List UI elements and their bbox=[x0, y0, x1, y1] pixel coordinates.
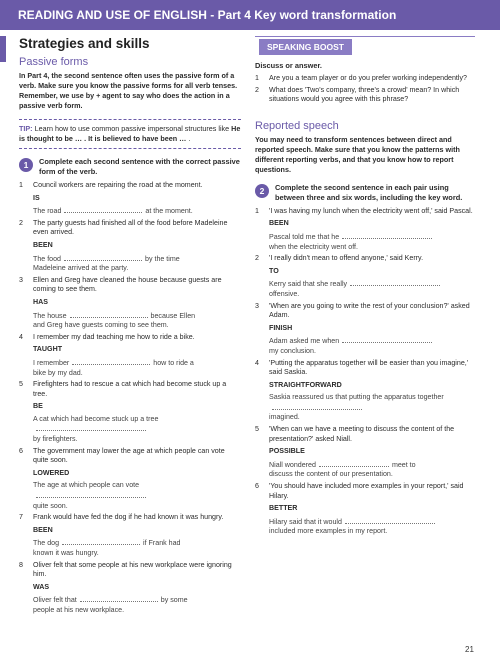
key-word: BETTER bbox=[269, 504, 298, 513]
answer-text-end: people at his new workplace. bbox=[33, 605, 125, 614]
left-column bbox=[19, 36, 241, 618]
key-word: HAS bbox=[33, 297, 48, 306]
passive-forms-lead: In Part 4, the second sentence often uses the passive form of a verb. Make sure you know the passive forms for all verb tenses. Remember, we use by + agent to say who does the action in a passive verb form. bbox=[19, 71, 238, 110]
item-number: 5 bbox=[255, 425, 259, 434]
answer-line bbox=[269, 279, 475, 299]
answer-gap[interactable] bbox=[72, 358, 150, 365]
answer-text-end: offensive. bbox=[269, 289, 300, 298]
answer-text-end: imagined. bbox=[269, 413, 300, 422]
answer-text-middle: at the moment. bbox=[145, 207, 193, 216]
exercise-item bbox=[19, 333, 241, 378]
side-tab bbox=[0, 36, 6, 62]
tip-text-1: Learn how to use common passive impersonal structures like bbox=[34, 124, 232, 133]
answer-line bbox=[33, 595, 241, 615]
item-body bbox=[269, 425, 475, 480]
item-body bbox=[33, 513, 241, 558]
header-title: READING AND USE OF ENGLISH - Part 4 Key word transformation bbox=[18, 8, 397, 22]
answer-text-end: my conclusion. bbox=[269, 346, 316, 355]
exercise-item bbox=[255, 207, 475, 252]
item-body bbox=[269, 254, 475, 299]
item-body bbox=[33, 380, 241, 445]
speaking-item bbox=[255, 86, 475, 105]
answer-text-end: included more examples in my report. bbox=[269, 527, 388, 536]
exercise-item bbox=[19, 181, 241, 217]
item-body bbox=[33, 447, 241, 512]
task-2-instruction: Complete the second sentence in each pair using between three and six words, including the key word. bbox=[275, 182, 463, 202]
tip-box bbox=[19, 119, 241, 149]
passive-forms-heading: Passive forms bbox=[19, 56, 89, 68]
item-number: 3 bbox=[255, 301, 259, 310]
exercise-item bbox=[19, 513, 241, 558]
answer-text-start: Saskia reassured us that putting the apparatus together bbox=[269, 393, 444, 402]
answer-text-start: The age at which people can vote bbox=[33, 481, 140, 490]
answer-text-end: by firefighters. bbox=[33, 435, 78, 444]
answer-text-start: Niall wondered bbox=[269, 460, 316, 469]
answer-gap[interactable] bbox=[36, 424, 146, 431]
answer-line bbox=[33, 358, 241, 378]
item-number: 1 bbox=[255, 206, 259, 215]
exercise-item bbox=[19, 561, 241, 616]
item-number: 3 bbox=[19, 275, 23, 284]
answer-text-middle: because Ellen bbox=[150, 311, 196, 320]
item-body bbox=[33, 219, 241, 274]
answer-text-start: The dog bbox=[33, 539, 60, 548]
exercise-item bbox=[19, 380, 241, 445]
answer-text-start: A cat which had become stuck up a tree bbox=[33, 414, 159, 423]
item-number: 2 bbox=[255, 85, 259, 94]
exercise-item bbox=[255, 254, 475, 299]
item-sentence: 'When are you going to write the rest of your conclusion?' asked Adam. bbox=[269, 301, 470, 320]
key-word: BEEN bbox=[33, 525, 53, 534]
key-word: STRAIGHTFORWARD bbox=[269, 380, 342, 389]
item-body bbox=[269, 302, 475, 357]
key-word: WAS bbox=[33, 582, 50, 591]
item-number: 1 bbox=[255, 74, 259, 82]
item-body bbox=[33, 181, 241, 217]
answer-gap[interactable] bbox=[62, 538, 140, 545]
answer-gap[interactable] bbox=[64, 254, 142, 261]
speaking-question: Are you a team player or do you prefer working independently? bbox=[269, 74, 467, 82]
item-number: 6 bbox=[255, 482, 259, 491]
page-number: 21 bbox=[465, 645, 474, 654]
item-body bbox=[33, 333, 241, 378]
key-word: BE bbox=[33, 402, 43, 411]
item-body bbox=[269, 359, 475, 424]
answer-text-start: Hilary said that it would bbox=[269, 517, 342, 526]
speaking-boost-instruction: Discuss or answer. bbox=[255, 61, 322, 70]
speaking-boost-items bbox=[255, 74, 475, 105]
reported-speech-heading: Reported speech bbox=[255, 119, 339, 132]
task-2-items bbox=[255, 207, 475, 537]
answer-gap[interactable] bbox=[342, 232, 432, 239]
answer-gap[interactable] bbox=[319, 460, 389, 467]
answer-line bbox=[269, 336, 475, 356]
answer-line bbox=[269, 517, 475, 537]
task-number-badge: 2 bbox=[255, 184, 269, 198]
item-sentence: 'I was having my lunch when the electricity went off,' said Pascal. bbox=[269, 206, 473, 215]
item-sentence: 'When can we have a meeting to discuss the content of the presentation?' asked Niall. bbox=[269, 425, 455, 443]
answer-text-middle: by the time bbox=[145, 254, 180, 263]
key-word: IS bbox=[33, 193, 40, 202]
answer-gap[interactable] bbox=[350, 279, 440, 286]
exercise-item bbox=[255, 482, 475, 537]
exercise-item bbox=[255, 302, 475, 357]
answer-text-start: The road bbox=[33, 207, 62, 216]
speaking-question: What does 'Two's company, three's a crowd' mean? In which situations would you agree with this phrase? bbox=[269, 85, 460, 104]
answer-line bbox=[33, 206, 241, 217]
answer-text-start: Adam asked me when bbox=[269, 337, 340, 346]
item-sentence: Firefighters had to rescue a cat which had become stuck up a tree. bbox=[33, 380, 227, 398]
answer-text-end: known it was hungry. bbox=[33, 549, 99, 557]
reported-speech-lead: You may need to transform sentences between direct and reported speech. Make sure that you know the patterns with different reporting verbs, and that you know how to report questions. bbox=[255, 134, 460, 174]
answer-gap[interactable] bbox=[36, 491, 146, 498]
answer-text-start: Kerry said that she really bbox=[269, 280, 348, 289]
item-number: 5 bbox=[19, 380, 23, 389]
key-word: BEEN bbox=[33, 240, 53, 249]
key-word: TO bbox=[269, 266, 279, 275]
item-sentence: 'I really didn't mean to offend anyone,' said Kerry. bbox=[269, 254, 424, 263]
item-body bbox=[269, 482, 475, 537]
answer-text-end: discuss the content of our presentation. bbox=[269, 470, 393, 479]
item-sentence: 'You should have included more examples in your report,' said Hilary. bbox=[269, 482, 464, 500]
item-number: 1 bbox=[19, 181, 23, 189]
key-word: FINISH bbox=[269, 323, 293, 332]
item-sentence: Oliver felt that some people at his new workplace were ignoring him. bbox=[33, 560, 232, 579]
item-number: 8 bbox=[19, 560, 23, 569]
answer-text-middle: if Frank had bbox=[143, 539, 181, 548]
item-body bbox=[33, 276, 241, 331]
answer-text-end: and Greg have guests coming to see them. bbox=[33, 321, 169, 330]
answer-gap[interactable] bbox=[272, 403, 362, 410]
item-sentence: I remember my dad teaching me how to ride a bike. bbox=[33, 332, 195, 341]
item-body bbox=[33, 561, 241, 616]
answer-line bbox=[33, 481, 241, 511]
key-word: LOWERED bbox=[33, 468, 70, 477]
task-1-header bbox=[19, 157, 241, 177]
task-number-badge: 1 bbox=[19, 158, 33, 172]
answer-text-end: Madeleine arrived at the party. bbox=[33, 264, 129, 273]
right-column bbox=[255, 36, 475, 539]
exercise-item bbox=[19, 276, 241, 331]
answer-text-start: Oliver felt that bbox=[33, 596, 77, 605]
item-number: 4 bbox=[19, 332, 23, 341]
task-2-header bbox=[255, 183, 475, 203]
answer-line bbox=[33, 311, 241, 331]
answer-gap[interactable] bbox=[80, 595, 158, 602]
answer-gap[interactable] bbox=[64, 206, 142, 213]
item-sentence: Ellen and Greg have cleaned the house because guests are coming to see them. bbox=[33, 275, 222, 294]
key-word: TAUGHT bbox=[33, 345, 63, 354]
answer-gap[interactable] bbox=[342, 336, 432, 343]
exercise-item bbox=[255, 425, 475, 480]
tip-bold-2: It is believed to have been … bbox=[88, 134, 187, 143]
header-bar bbox=[0, 0, 500, 30]
exercise-item bbox=[255, 359, 475, 424]
section-title: Strategies and skills bbox=[19, 36, 150, 51]
answer-text-start: The food bbox=[33, 254, 62, 263]
answer-line bbox=[33, 415, 241, 445]
item-number: 4 bbox=[255, 358, 259, 367]
key-word: BEEN bbox=[269, 219, 289, 228]
speaking-boost-rule bbox=[255, 36, 475, 37]
answer-text-end: quite soon. bbox=[33, 501, 68, 510]
key-word: POSSIBLE bbox=[269, 447, 305, 456]
answer-text-middle: by some bbox=[160, 596, 188, 605]
answer-text-end: bike by my dad. bbox=[33, 368, 83, 377]
exercise-item bbox=[19, 447, 241, 512]
answer-text-start: I remember bbox=[33, 358, 70, 367]
answer-line bbox=[269, 460, 475, 480]
item-number: 2 bbox=[255, 254, 259, 263]
speaking-boost-badge: SPEAKING BOOST bbox=[259, 39, 352, 55]
speaking-item bbox=[255, 74, 475, 84]
answer-gap[interactable] bbox=[345, 517, 435, 524]
task-1-instruction: Complete each second sentence with the correct passive form of the verb. bbox=[39, 157, 240, 176]
answer-text-middle: meet to bbox=[391, 460, 416, 469]
item-number: 2 bbox=[19, 218, 23, 227]
item-sentence: Council workers are repairing the road at the moment. bbox=[33, 181, 203, 189]
tip-bold-1: He is thought to be … . bbox=[19, 124, 241, 143]
item-sentence: The party guests had finished all of the food before Madeleine even arrived. bbox=[33, 218, 228, 237]
answer-line bbox=[33, 254, 241, 274]
answer-text-start: Pascal told me that he bbox=[269, 232, 340, 241]
item-sentence: 'Putting the apparatus together will be easier than you imagine,' said Saskia. bbox=[269, 358, 469, 377]
answer-text-end: when the electricity went off. bbox=[269, 242, 358, 251]
answer-text-start: The house bbox=[33, 311, 67, 320]
tip-text-3: . bbox=[186, 134, 191, 143]
item-number: 7 bbox=[19, 513, 23, 522]
answer-line bbox=[269, 232, 475, 252]
tip-label: TIP: bbox=[19, 124, 33, 133]
item-number: 6 bbox=[19, 446, 23, 455]
answer-text-middle: how to ride a bbox=[153, 358, 194, 367]
answer-line bbox=[269, 393, 475, 423]
item-sentence: Frank would have fed the dog if he had known it was hungry. bbox=[33, 513, 224, 522]
exercise-item bbox=[19, 219, 241, 274]
answer-gap[interactable] bbox=[70, 311, 148, 318]
item-body bbox=[269, 207, 475, 252]
task-1-items bbox=[19, 181, 241, 616]
answer-line bbox=[33, 538, 241, 558]
item-sentence: The government may lower the age at which people can vote quite soon. bbox=[33, 446, 225, 465]
